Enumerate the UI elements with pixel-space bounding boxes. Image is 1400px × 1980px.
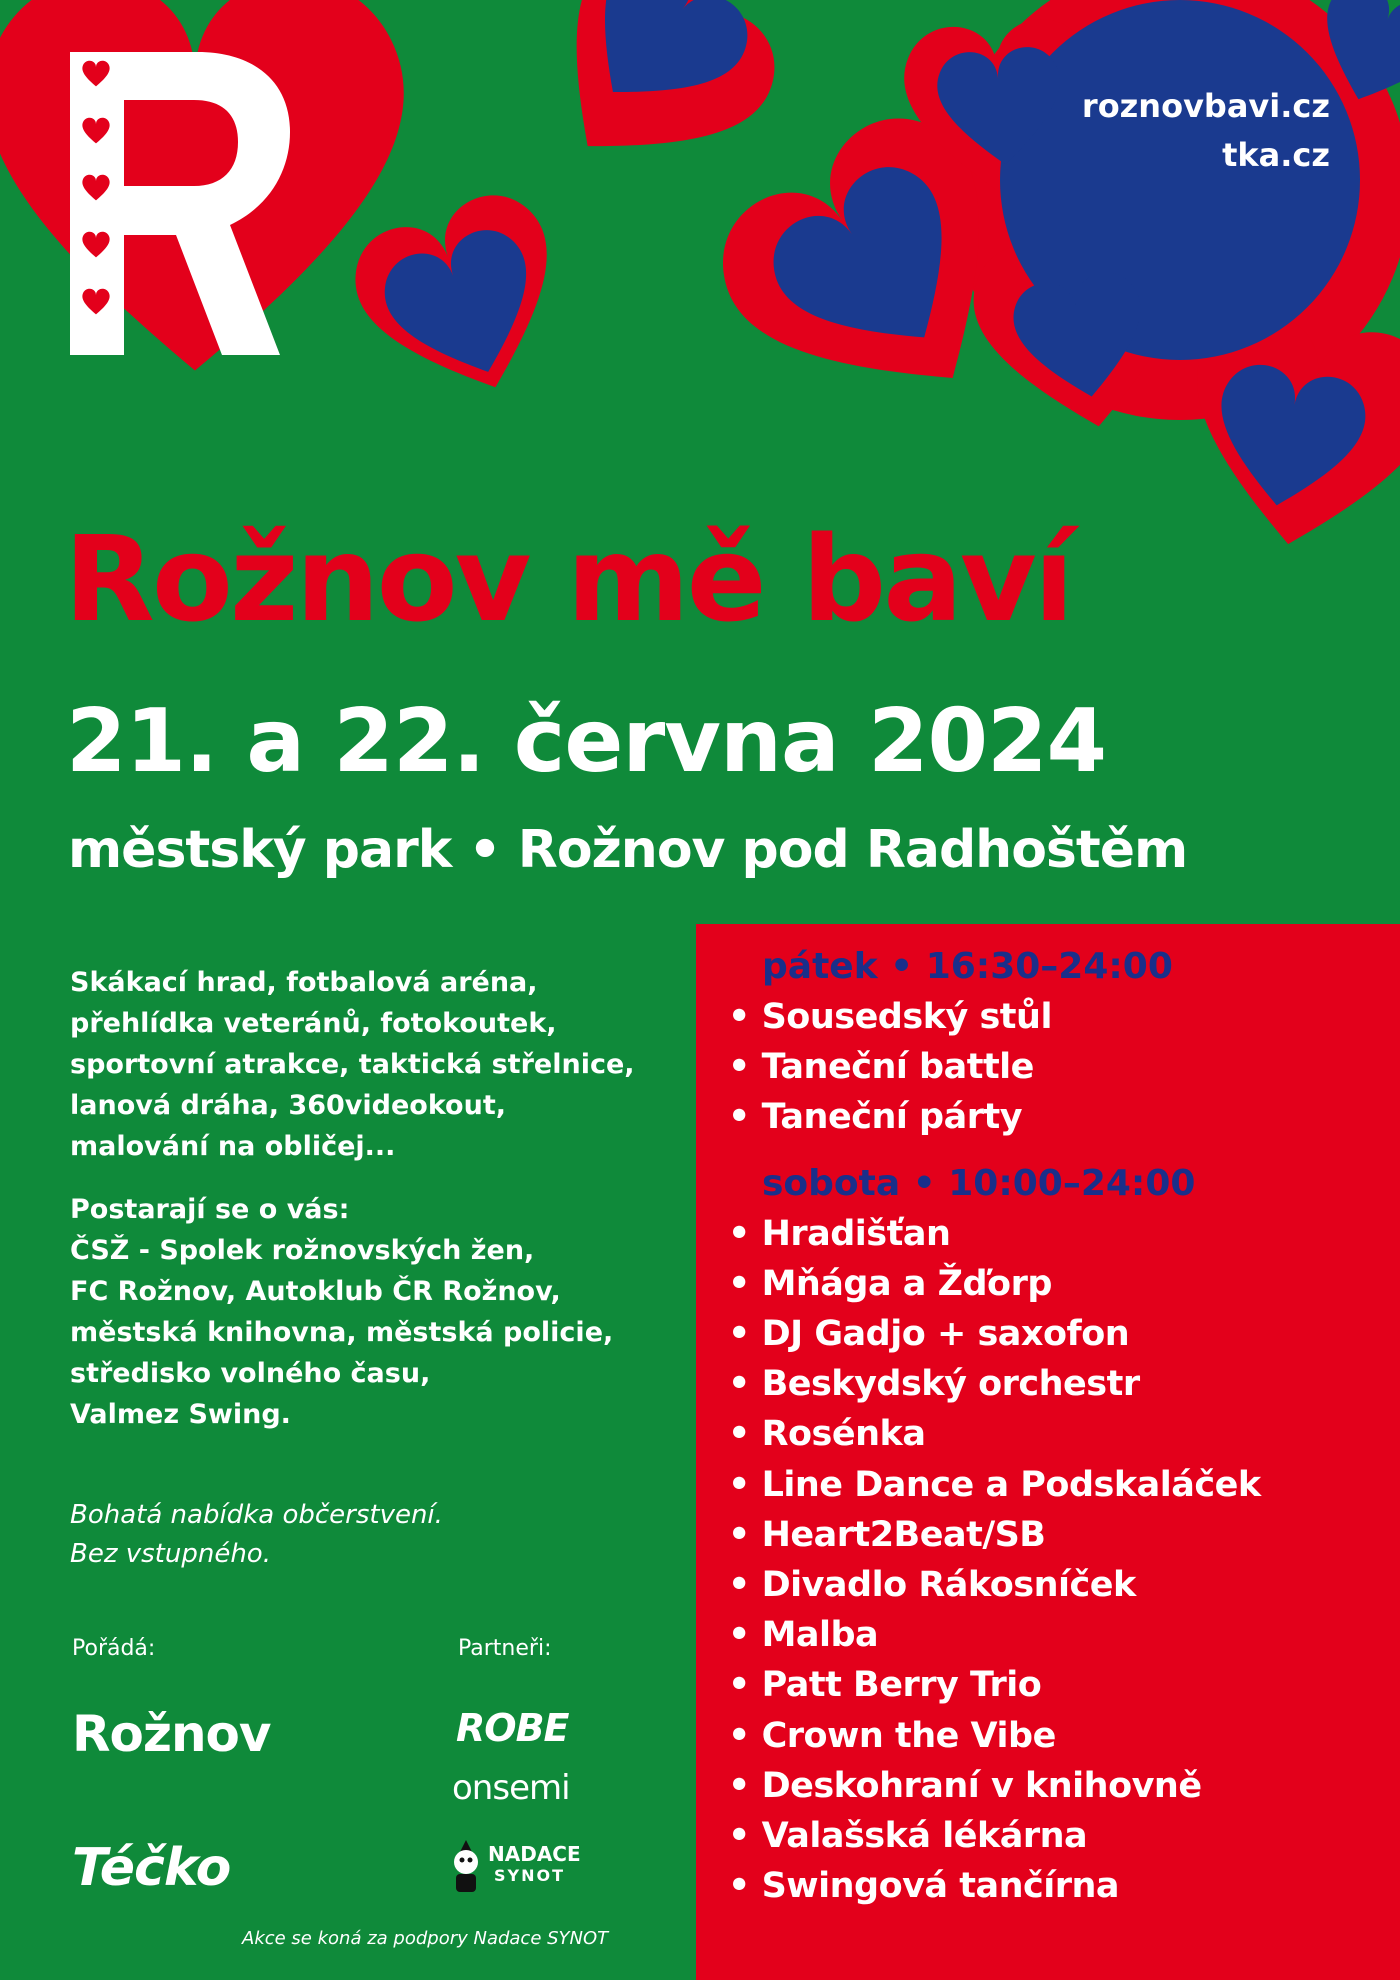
program-item: • Beskydský orchestr	[728, 1359, 1348, 1409]
note-line: Bez vstupného.	[70, 1539, 271, 1569]
event-date: 21. a 22. června 2024	[66, 690, 1107, 792]
poster-title: Rožnov mě baví	[64, 510, 1072, 648]
program-item: • Swingová tančírna	[728, 1861, 1348, 1911]
activity-line: sportovní atrakce, taktická střelnice,	[70, 1049, 635, 1080]
organizer-line: městská knihovna, městská policie,	[70, 1317, 614, 1348]
refreshment-note	[70, 1496, 443, 1574]
program-item: • Heart2Beat/SB	[728, 1510, 1348, 1560]
saturday-heading: sobota • 10:00–24:00	[762, 1162, 1196, 1204]
activity-line: lanová dráha, 360videokout,	[70, 1090, 506, 1121]
synot-text: SYNOT	[494, 1866, 566, 1885]
program-item: • Valašská lékárna	[728, 1811, 1348, 1861]
friday-list	[728, 992, 1348, 1143]
website-link[interactable]: tka.cz	[1222, 136, 1330, 174]
activity-line: malování na obličej...	[70, 1131, 396, 1162]
synot-logo	[448, 1838, 581, 1902]
organizers-intro: Postarají se o vás:	[70, 1194, 350, 1225]
program-item: • Rosénka	[728, 1409, 1348, 1459]
activity-line: přehlídka veteránů, fotokoutek,	[70, 1008, 557, 1039]
nadace-text: NADACE	[488, 1842, 581, 1866]
organizer-line: FC Rožnov, Autoklub ČR Rožnov,	[70, 1276, 561, 1307]
program-item: • Malba	[728, 1610, 1348, 1660]
activity-line: Skákací hrad, fotbalová aréna,	[70, 967, 538, 998]
info-column	[70, 962, 690, 1435]
program-item: • Hradišťan	[728, 1209, 1348, 1259]
support-footer: Akce se koná za podpory Nadace SYNOT	[242, 1928, 609, 1949]
event-place: městský park • Rožnov pod Radhoštěm	[68, 820, 1188, 880]
program-item: • Mňága a Žďorp	[728, 1259, 1348, 1309]
organizer-label: Pořádá:	[72, 1636, 156, 1661]
robe-logo: ROBE	[456, 1706, 569, 1750]
program-item: • Sousedský stůl	[728, 992, 1348, 1042]
friday-heading: pátek • 16:30–24:00	[762, 946, 1173, 987]
program-item: • Line Dance a Podskaláček	[728, 1460, 1348, 1510]
program-item: • Crown the Vibe	[728, 1711, 1348, 1761]
activities-list	[70, 962, 690, 1167]
organizer-line: ČSŽ - Spolek rožnovských žen,	[70, 1235, 535, 1266]
onsemi-logo: onsemi	[452, 1768, 570, 1808]
schedule	[728, 942, 1348, 1927]
program-item: • Divadlo Rákosníček	[728, 1560, 1348, 1610]
program-item: • Taneční battle	[728, 1042, 1348, 1092]
program-item: • Patt Berry Trio	[728, 1660, 1348, 1710]
program-item: • DJ Gadjo + saxofon	[728, 1309, 1348, 1359]
saturday-list	[728, 1209, 1348, 1912]
program-item: • Deskohraní v knihovně	[728, 1761, 1348, 1811]
tecko-logo: Téčko	[72, 1838, 231, 1898]
note-line: Bohatá nabídka občerstvení.	[70, 1500, 443, 1530]
partners-label: Partneři:	[458, 1636, 552, 1661]
organizer-line: středisko volného času,	[70, 1358, 431, 1389]
roznov-logo: Rožnov	[72, 1705, 271, 1763]
websites	[1082, 82, 1330, 180]
organizer-line: Valmez Swing.	[70, 1399, 291, 1430]
synot-mascot-icon	[448, 1838, 484, 1898]
program-item: • Taneční párty	[728, 1092, 1348, 1142]
website-link[interactable]: roznovbavi.cz	[1081, 87, 1330, 125]
